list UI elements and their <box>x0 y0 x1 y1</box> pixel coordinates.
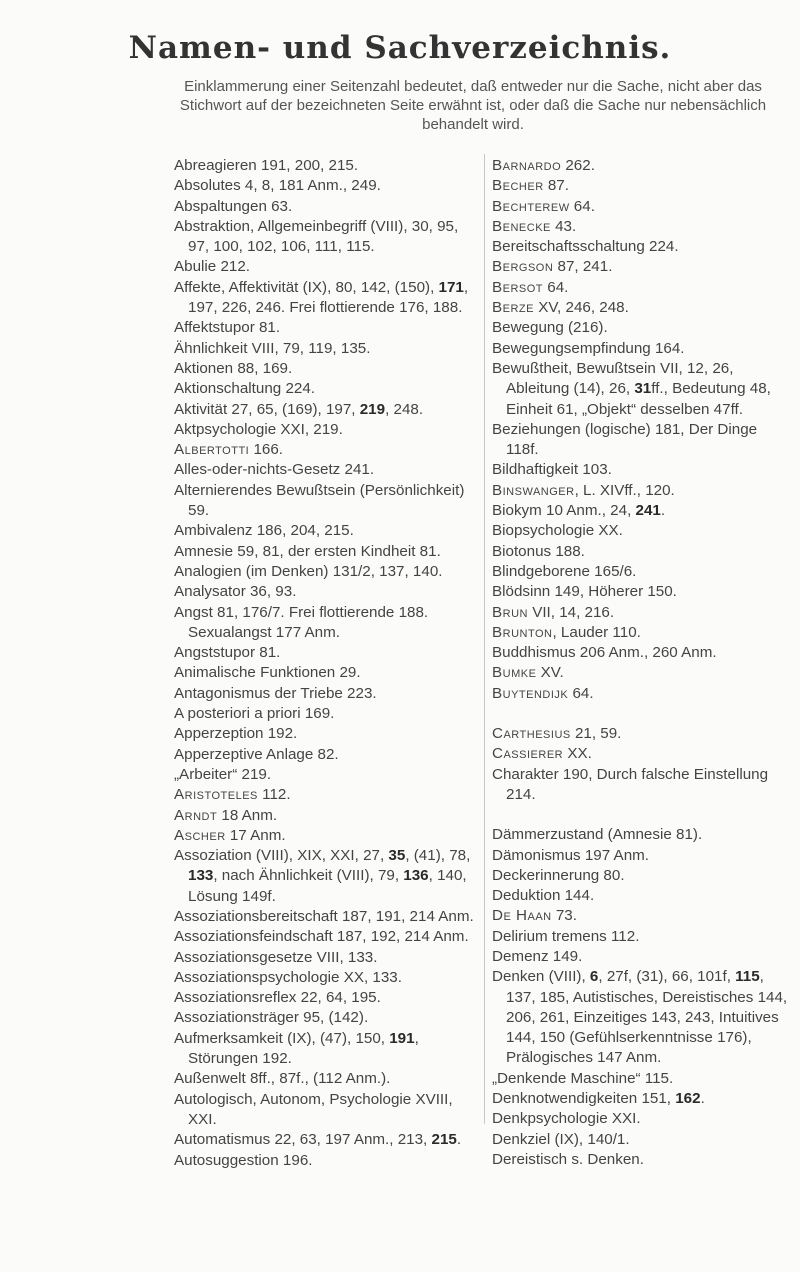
index-entry: Denkpsychologie XXI. <box>492 1110 641 1128</box>
index-entry: Denkziel (IX), 140/1. <box>492 1130 630 1148</box>
index-entry: Antagonismus der Triebe 223. <box>174 684 377 702</box>
index-entry: A posteriori a priori 169. <box>174 705 335 723</box>
index-entry: Albertotti 166. <box>174 441 284 459</box>
index-entry: Alles-oder-nichts-Gesetz 241. <box>174 461 375 479</box>
section-gap <box>492 704 792 724</box>
index-entry: Becher 87. <box>492 177 569 195</box>
index-entry: Bechterew 64. <box>492 197 595 215</box>
index-entry: Assoziationspsychologie XX, 133. <box>174 968 402 986</box>
index-entry: Charakter 190, Durch falsche Einstellung 214. <box>492 765 769 803</box>
index-entry: Bewegung (216). <box>492 319 608 337</box>
index-entry: Assoziationsbereitschaft 187, 191, 214 Anm. <box>174 907 474 925</box>
index-entry: Autosuggestion 196. <box>174 1151 313 1169</box>
index-entry: Aktionen 88, 169. <box>174 359 293 377</box>
index-entry: Dereistisch s. Denken. <box>492 1150 644 1168</box>
index-entry: Dämonismus 197 Anm. <box>492 846 650 864</box>
index-entry: Delirium tremens 112. <box>492 927 640 945</box>
index-entry: Aktivität 27, 65, (169), 197, 219, 248. <box>174 400 424 418</box>
index-column-right <box>492 156 792 1170</box>
index-entry: Bildhaftigkeit 103. <box>492 461 612 479</box>
intro-note: Einklammerung einer Seitenzahl bedeutet, daß entweder nur die Sache, nicht aber das Stichwort auf der bezeichneten Seite erwähnt ist, oder daß die Sache nur nebensächlich behandelt wird. <box>179 78 767 133</box>
index-entry: Bewegungsempfindung 164. <box>492 339 685 357</box>
index-entry: De Haan 73. <box>492 907 577 925</box>
index-entry: Amnesie 59, 81, der ersten Kindheit 81. <box>174 542 441 560</box>
index-entry: Apperzeptive Anlage 82. <box>174 745 339 763</box>
page-title: Namen- und Sachverzeichnis. <box>128 30 672 66</box>
section-gap <box>492 805 792 825</box>
index-entry: Deckerinnerung 80. <box>492 866 625 884</box>
index-entry: „Arbeiter“ 219. <box>174 765 272 783</box>
index-entry: Affekte, Affektivität (IX), 80, 142, (150), 171, 197, 226, 246. Frei flottierende 176, 188. <box>174 278 469 317</box>
index-entry: Außenwelt 8ff., 87f., (112 Anm.). <box>174 1070 391 1088</box>
index-entry: Analogien (im Denken) 131/2, 137, 140. <box>174 562 443 580</box>
index-entry: Assoziationsträger 95, (142). <box>174 1009 369 1027</box>
index-entry: Biokym 10 Anm., 24, 241. <box>492 502 666 520</box>
index-entry: Ähnlichkeit VIII, 79, 119, 135. <box>174 339 371 357</box>
index-entry: Buddhismus 206 Anm., 260 Anm. <box>492 644 717 662</box>
index-entry: Ambivalenz 186, 204, 215. <box>174 522 354 540</box>
index-entry: Analysator 36, 93. <box>174 583 297 601</box>
index-entry: Demenz 149. <box>492 947 583 965</box>
index-entry: Beziehungen (logische) 181, Der Dinge 118f. <box>492 420 758 459</box>
index-entry: „Denkende Maschine“ 115. <box>492 1069 674 1087</box>
index-entry: Assoziationsfeindschaft 187, 192, 214 Anm. <box>174 928 469 946</box>
index-entry: Benecke 43. <box>492 217 577 235</box>
index-entry: Alternierendes Bewußtsein (Persönlichkeit) 59. <box>174 481 465 520</box>
index-entry: Assoziation (VIII), XIX, XXI, 27, 35, (41), 78, 133, nach Ähnlichkeit (VIII), 79, 136, 140, Lösung 149f. <box>174 847 471 905</box>
index-entry: Denknotwendigkeiten 151, 162. <box>492 1090 705 1108</box>
index-entry: Affektstupor 81. <box>174 319 281 337</box>
index-entry: Aktionschaltung 224. <box>174 380 316 398</box>
index-entry: Assoziationsgesetze VIII, 133. <box>174 948 378 966</box>
index-entry: Bewußtheit, Bewußtsein VII, 12, 26, Ableitung (14), 26, 31ff., Bedeutung 48, Einheit 61, „Objekt“ desselben 47ff. <box>492 359 771 418</box>
index-entry: Aktpsychologie XXI, 219. <box>174 420 343 438</box>
index-entry: Biopsychologie XX. <box>492 522 623 540</box>
index-entry: Aufmerksamkeit (IX), (47), 150, 191, Störungen 192. <box>174 1029 419 1068</box>
index-entry: Brun VII, 14, 216. <box>492 603 615 621</box>
index-entry: Apperzeption 192. <box>174 725 298 743</box>
index-entry: Automatismus 22, 63, 197 Anm., 213, 215. <box>174 1131 462 1149</box>
index-entry: Carthesius 21, 59. <box>492 725 622 743</box>
index-entry: Dämmerzustand (Amnesie 81). <box>492 826 703 844</box>
index-entry: Berze XV, 246, 248. <box>492 299 629 317</box>
index-entry: Bergson 87, 241. <box>492 258 613 276</box>
index-entry: Binswanger, L. XIVff., 120. <box>492 481 675 499</box>
index-entry: Biotonus 188. <box>492 542 585 560</box>
index-entry: Blindgeborene 165/6. <box>492 562 637 580</box>
index-entry: Cassierer XX. <box>492 745 592 763</box>
column-divider <box>484 154 485 1124</box>
index-entry: Animalische Funktionen 29. <box>174 664 361 682</box>
index-entry: Ascher 17 Anm. <box>174 826 286 844</box>
index-entry: Aristoteles 112. <box>174 786 291 804</box>
index-entry: Brunton, Lauder 110. <box>492 623 641 641</box>
index-entry: Bersot 64. <box>492 278 569 296</box>
index-entry: Angststupor 81. <box>174 644 281 662</box>
index-entry: Angst 81, 176/7. Frei flottierende 188. Sexualangst 177 Anm. <box>174 603 429 641</box>
index-entry: Deduktion 144. <box>492 887 595 905</box>
index-entry: Abulie 212. <box>174 258 250 276</box>
index-entry: Abstraktion, Allgemeinbegriff (VIII), 30, 95, 97, 100, 102, 106, 111, 115. <box>174 217 459 256</box>
index-entry: Buytendijk 64. <box>492 684 594 702</box>
index-entry: Denken (VIII), 6, 27f, (31), 66, 101f, 115, 137, 185, Autistisches, Dereistisches 144, 206, 261, Einzeitiges 143, 243, Intuitives 144, 150 (Gefühlserkenntnisse 176), Prälogisches 147 Anm. <box>492 968 788 1067</box>
index-entry: Abspaltungen 63. <box>174 197 293 215</box>
index-column-left <box>174 156 474 1171</box>
index-entry: Assoziationsreflex 22, 64, 195. <box>174 989 381 1007</box>
index-entry: Bumke XV. <box>492 664 564 682</box>
index-entry: Bereitschaftsschaltung 224. <box>492 238 679 256</box>
index-entry: Barnardo 262. <box>492 157 595 174</box>
index-entry: Blödsinn 149, Höherer 150. <box>492 583 677 601</box>
index-entry: Autologisch, Autonom, Psychologie XVIII, XXI. <box>174 1090 453 1128</box>
index-entry: Absolutes 4, 8, 181 Anm., 249. <box>174 177 381 195</box>
index-entry: Arndt 18 Anm. <box>174 806 278 824</box>
index-entry: Abreagieren 191, 200, 215. <box>174 157 359 174</box>
